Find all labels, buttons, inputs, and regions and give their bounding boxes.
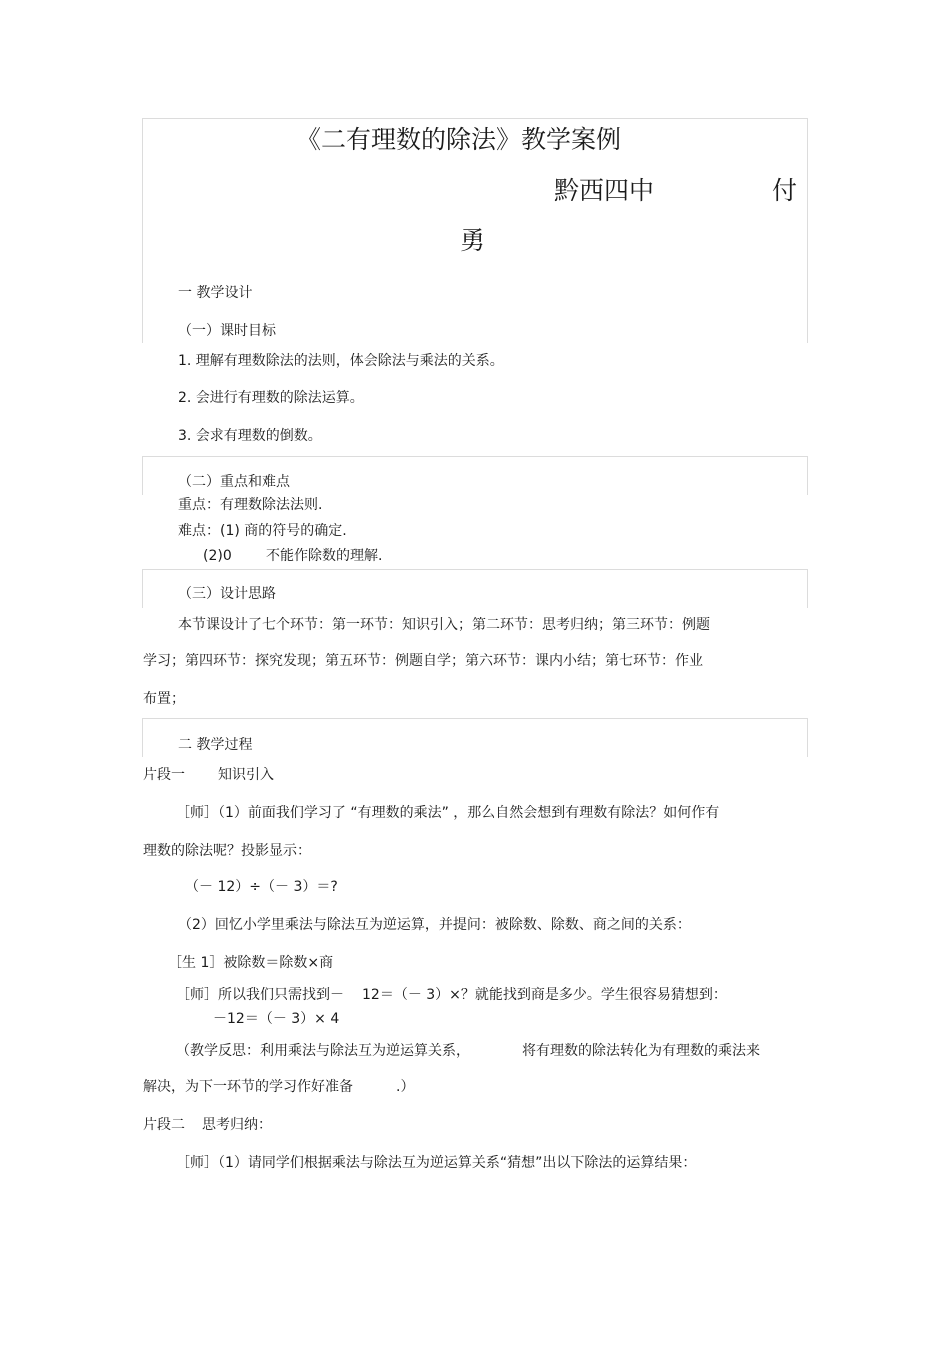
school-name: 黔西四中 (554, 176, 655, 205)
difficulty-text-2: 不能作除数的理解. (266, 548, 383, 564)
part1-title: 知识引入 (218, 767, 274, 783)
reflection-text-b: 将有理数的除法转化为有理数的乘法来 (522, 1043, 760, 1059)
reflection-text-d: .） (396, 1079, 415, 1095)
difficulty-text-1: 难点：(1) 商的符号的确定. (178, 523, 347, 539)
goal-item: 1. 理解有理数除法的法则，体会除法与乘法的关系。 (178, 353, 504, 369)
keypoint-text: 重点：有理数除法法则. (178, 497, 323, 513)
part1-paragraph-line: （2）回忆小学里乘法与除法互为逆运算，并提问：被除数、除数、商之间的关系： (178, 917, 691, 933)
part2-title: 思考归纳： (202, 1117, 272, 1133)
part1-paragraph-line: ［师］（1）前面我们学习了 “有理数的乘法” ，那么自然会想到有理数有除法？如何作有 (176, 805, 720, 821)
design-paragraph-line: 布置； (143, 691, 185, 707)
teacher-line-start: ［师］所以我们只需找到－ (176, 987, 344, 1003)
teacher-line-end: 12＝（－ 3）×？就能找到商是多少。学生很容易猜想到： (362, 987, 727, 1003)
design-heading: （三）设计思路 (178, 586, 276, 602)
goal-item: 3. 会求有理数的倒数。 (178, 428, 322, 444)
part1-paragraph-line: 理数的除法呢？投影显示： (143, 843, 311, 859)
division-formula: （－ 12）÷（－ 3）＝? (185, 879, 338, 895)
part2-label: 片段二 (143, 1117, 185, 1133)
student-answer: ［生 1］被除数＝除数×商 (168, 955, 334, 971)
section-heading-design: 一 教学设计 (178, 285, 253, 301)
author-given-name: 勇 (460, 226, 486, 255)
author-surname: 付 (772, 176, 798, 205)
multiplication-result: －12＝（－ 3）× 4 (213, 1011, 340, 1027)
goals-heading: （一）课时目标 (178, 323, 276, 339)
reflection-text-c: 解决，为下一环节的学习作好准备 (143, 1079, 353, 1095)
document-title: 《二有理数的除法》教学案例 (296, 125, 622, 154)
difficulty-number-2: (2)0 (203, 548, 232, 564)
goal-item: 2. 会进行有理数的除法运算。 (178, 390, 364, 406)
section-heading-process: 二 教学过程 (178, 737, 253, 753)
design-paragraph-line: 本节课设计了七个环节：第一环节：知识引入；第二环节：思考归纳；第三环节：例题 (178, 617, 710, 633)
reflection-text-a: （教学反思：利用乘法与除法互为逆运算关系， (176, 1043, 470, 1059)
keypoints-heading: （二）重点和难点 (178, 474, 290, 490)
part2-paragraph-line: ［师］（1）请同学们根据乘法与除法互为逆运算关系“猜想”出以下除法的运算结果： (176, 1155, 697, 1171)
design-paragraph-line: 学习；第四环节：探究发现；第五环节：例题自学；第六环节：课内小结；第七环节：作业 (143, 653, 703, 669)
part1-label: 片段一 (143, 767, 185, 783)
